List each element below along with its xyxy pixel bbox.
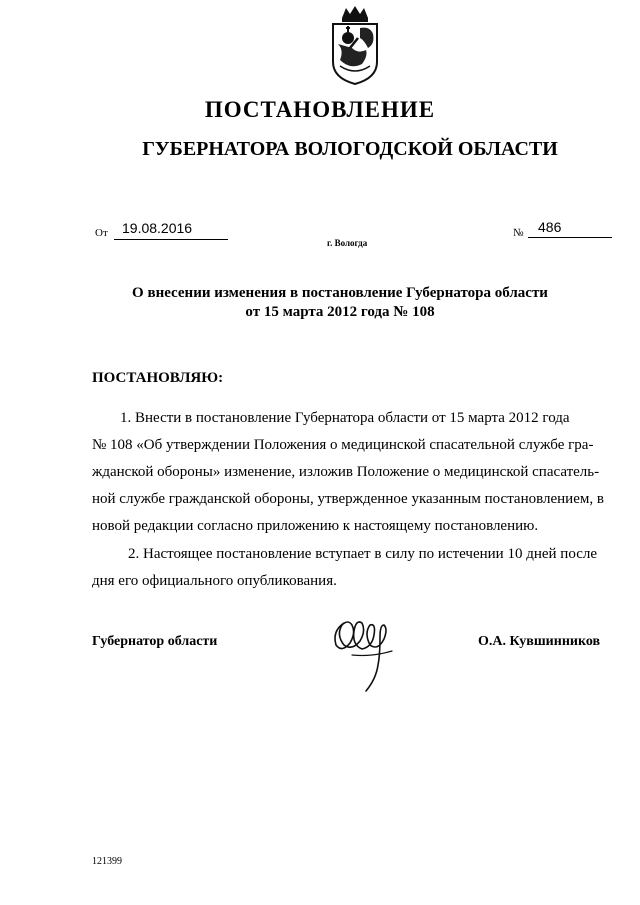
- paragraph-item-1: [92, 405, 618, 540]
- document-number: 486: [538, 219, 562, 235]
- date-underline: [114, 238, 228, 240]
- city-label: г. Вологда: [327, 238, 368, 248]
- document-code: 121399: [92, 856, 122, 867]
- subject-line: О внесении изменения в постановление Губернатора области: [132, 285, 548, 301]
- document-subject: [100, 284, 580, 322]
- handwritten-signature: [322, 603, 404, 695]
- paragraph-line: 2. Настоящее постановление вступает в силу по истечении 10 дней после: [128, 546, 597, 562]
- document-subtitle: ГУБЕРНАТОРА ВОЛОГОДСКОЙ ОБЛАСТИ: [142, 138, 558, 160]
- signatory-name: О.А. Кувшинников: [478, 634, 601, 649]
- coat-of-arms-emblem: [330, 4, 380, 86]
- subject-line: от 15 марта 2012 года № 108: [245, 304, 435, 320]
- number-underline: [528, 236, 612, 238]
- decree-heading: ПОСТАНОВЛЯЮ:: [92, 370, 224, 386]
- document-title: ПОСТАНОВЛЕНИЕ: [204, 97, 436, 122]
- document-date: 19.08.2016: [122, 220, 193, 236]
- paragraph-item-2: [92, 541, 618, 595]
- paragraph-line: № 108 «Об утверждении Положения о медицинской спасательной службе гра-: [92, 437, 594, 453]
- signatory-position: Губернатор области: [92, 634, 218, 649]
- paragraph-line: новой редакции согласно приложению к настоящему постановлению.: [92, 518, 539, 534]
- paragraph-line: дня его официального опубликования.: [92, 573, 337, 589]
- number-prefix: №: [513, 227, 524, 239]
- paragraph-line: ной службе гражданской обороны, утвержденное указанным постановлением, в: [92, 491, 604, 507]
- date-prefix: От: [95, 227, 108, 239]
- paragraph-line: жданской обороны» изменение, изложив Положение о медицинской спасатель-: [92, 464, 600, 480]
- paragraph-line: 1. Внести в постановление Губернатора области от 15 марта 2012 года: [120, 410, 570, 426]
